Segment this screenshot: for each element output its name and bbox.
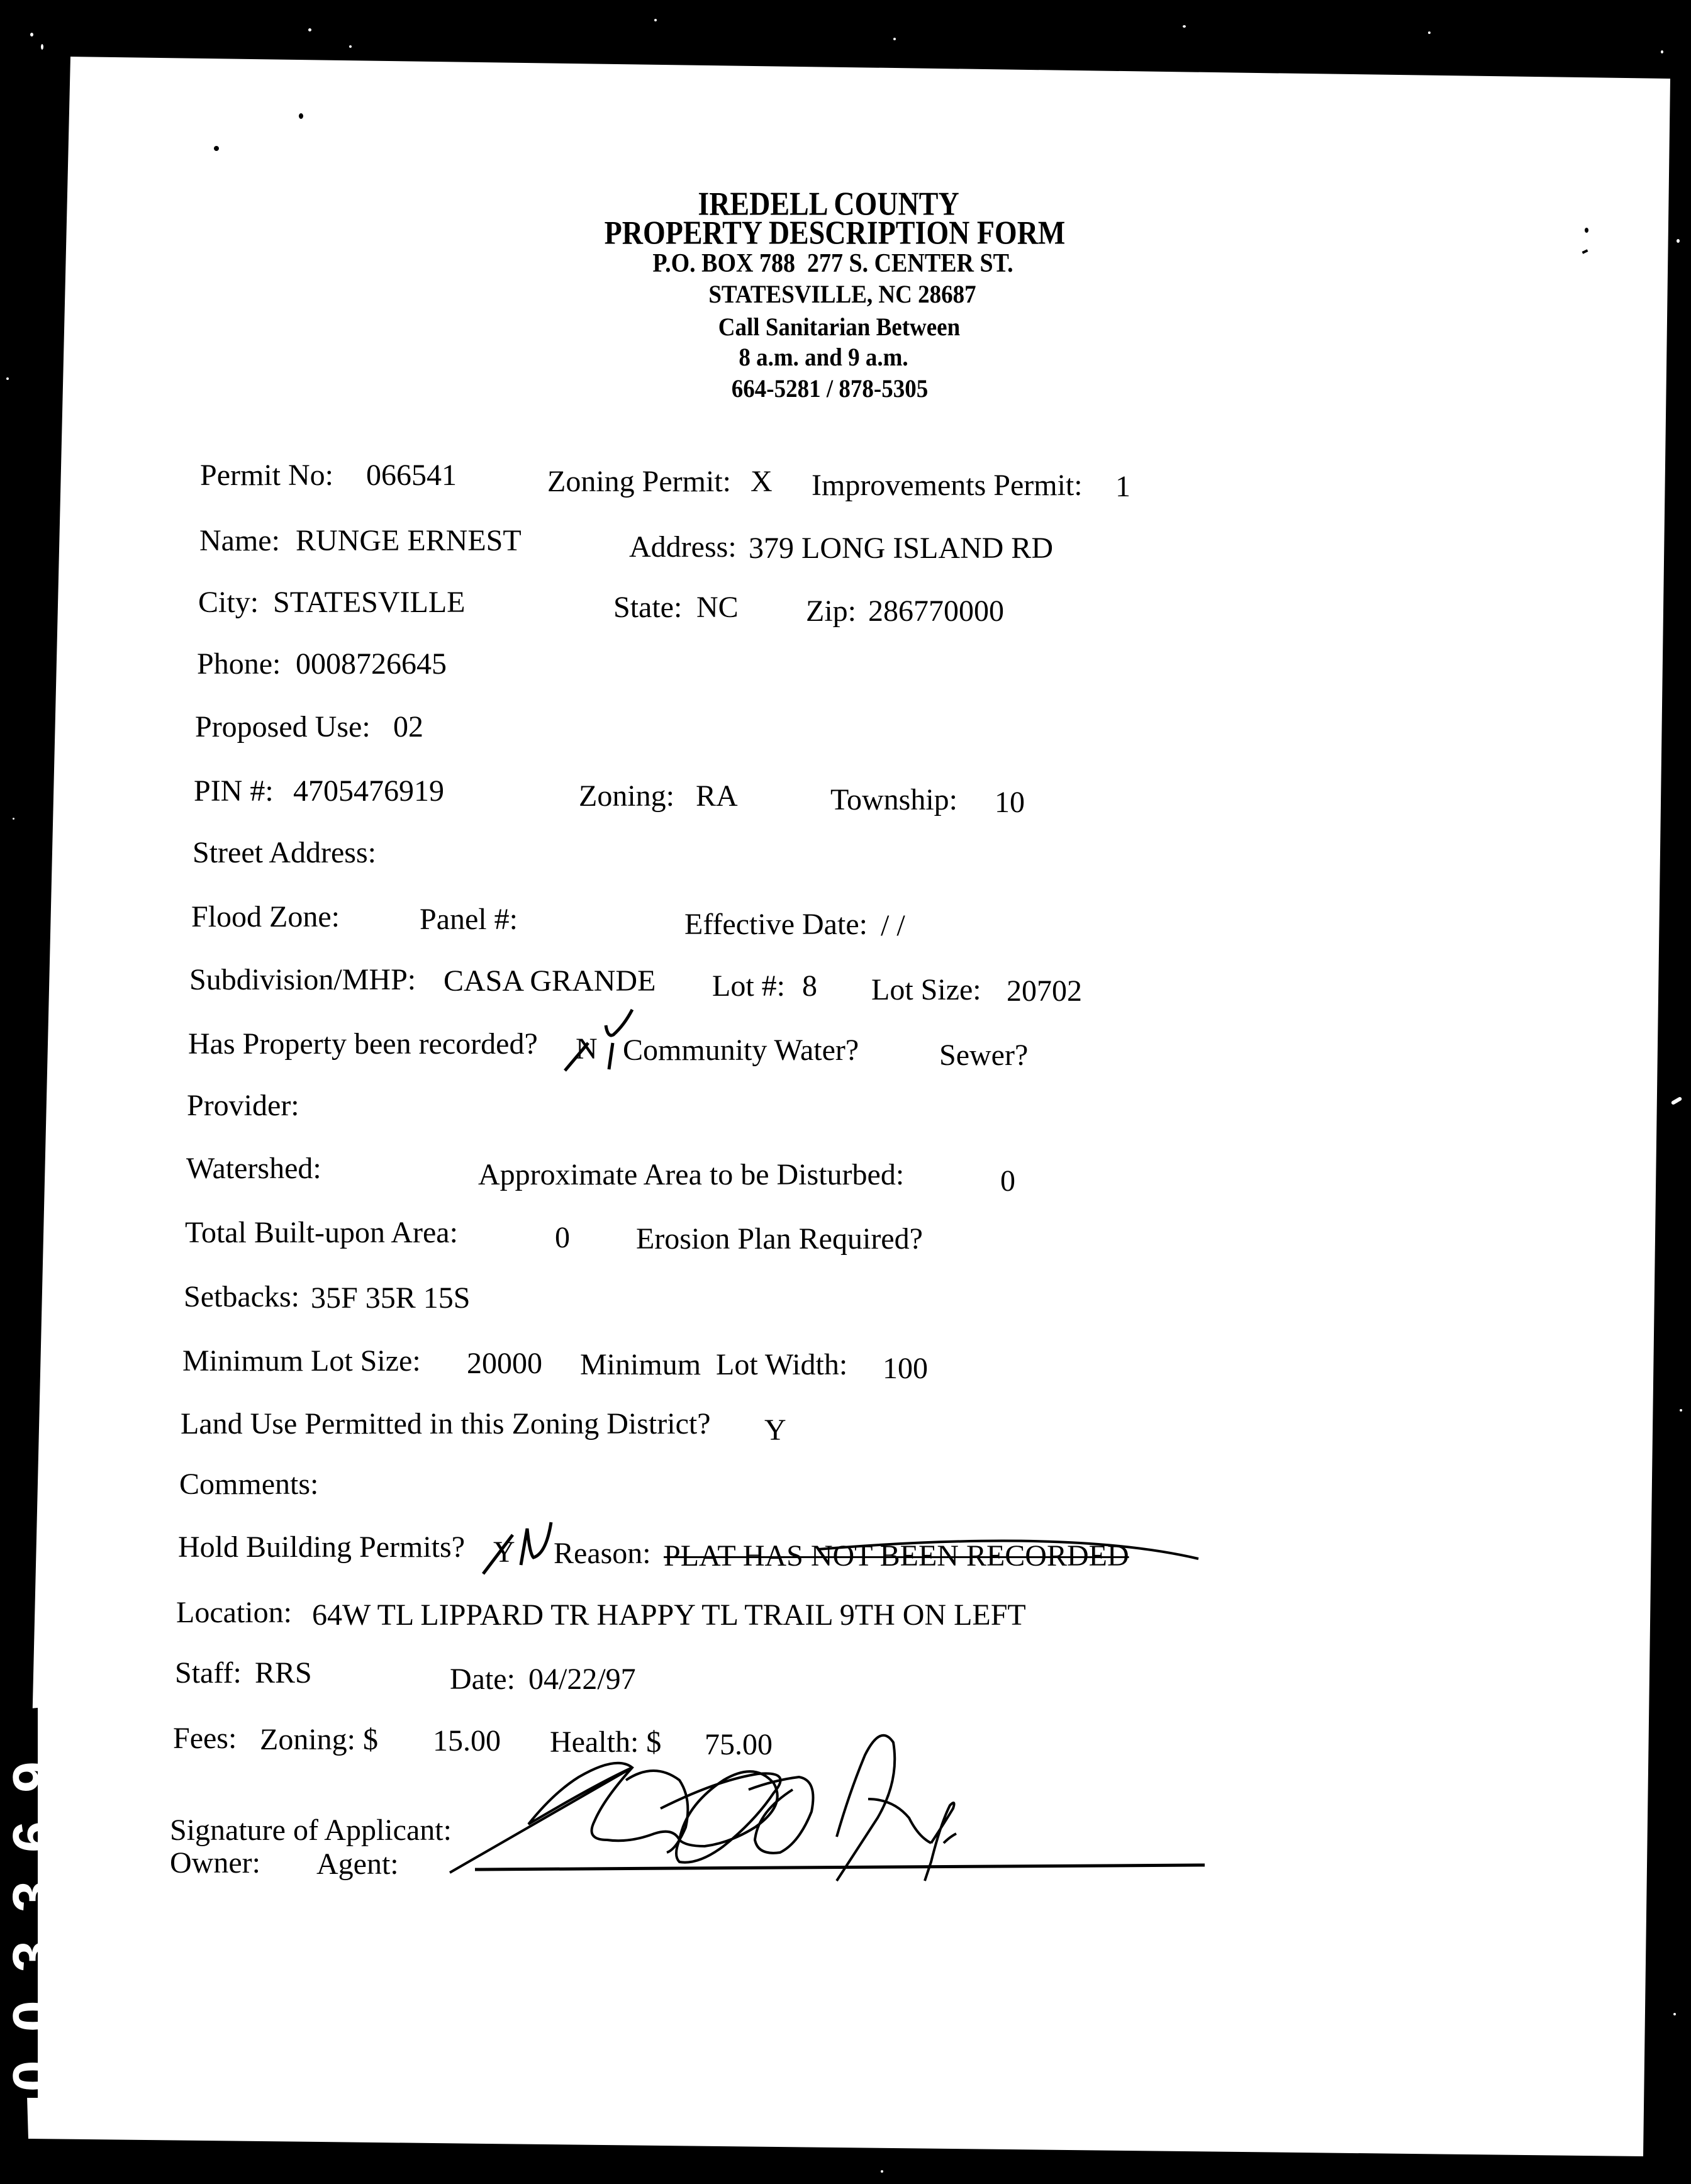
signature-label: Signature of Applicant: <box>170 1814 452 1847</box>
city-value: STATESVILLE <box>273 586 466 619</box>
phone-value: 0008726645 <box>296 647 447 681</box>
health-fee-value: 75.00 <box>705 1728 773 1761</box>
margin-stamp: 0 0 3 3 6 9 <box>2 1755 65 2092</box>
fees-label: Fees: <box>173 1722 237 1755</box>
zoning-fee-label: Zoning: $ <box>260 1723 378 1756</box>
property-recorded-label: Has Property been recorded? <box>188 1027 538 1061</box>
staff-value: RRS <box>255 1656 312 1690</box>
built-upon-area-value: 0 <box>555 1221 570 1254</box>
permit-no-label: Permit No: <box>200 459 333 492</box>
reason-label: Reason: <box>554 1537 651 1570</box>
panel-label: Panel #: <box>420 903 518 936</box>
location-label: Location: <box>176 1596 292 1629</box>
township-label: Township: <box>830 783 957 816</box>
erosion-plan-label: Erosion Plan Required? <box>636 1222 923 1256</box>
sewer-label: Sewer? <box>939 1039 1029 1072</box>
zoning-label: Zoning: <box>579 779 674 813</box>
lot-no-label: Lot #: <box>712 969 785 1003</box>
effective-date-label: Effective Date: <box>684 908 868 941</box>
improvements-permit-value: 1 <box>1115 470 1130 503</box>
health-fee-label: Health: $ <box>550 1725 662 1759</box>
lot-size-label: Lot Size: <box>871 973 981 1006</box>
lot-no-value: 8 <box>802 969 817 1003</box>
header-call-note: Call Sanitarian Between <box>718 313 961 342</box>
applicant-signature <box>450 1736 956 1881</box>
property-recorded-value: N <box>576 1032 598 1066</box>
improvements-permit-label: Improvements Permit: <box>812 469 1083 502</box>
land-use-label: Land Use Permitted in this Zoning District? <box>181 1407 711 1440</box>
name-label: Name: <box>199 524 280 557</box>
signature-line <box>475 1865 1205 1869</box>
lot-size-value: 20702 <box>1007 974 1082 1008</box>
header-address: P.O. BOX 788 277 S. CENTER ST. <box>652 248 1013 278</box>
min-lot-width-value: 100 <box>883 1352 928 1385</box>
reason-strike-arc <box>818 1541 1198 1559</box>
setbacks-label: Setbacks: <box>184 1280 299 1313</box>
name-value: RUNGE ERNEST <box>296 524 522 557</box>
zoning-value: RA <box>696 779 738 813</box>
city-label: City: <box>198 586 259 619</box>
hold-building-permits-value: Y <box>493 1535 515 1569</box>
area-disturbed-value: 0 <box>1000 1164 1015 1198</box>
subdivision-label: Subdivision/MHP: <box>189 963 416 996</box>
built-upon-area-label: Total Built-upon Area: <box>185 1216 458 1249</box>
reason-value: PLAT HAS NOT BEEN RECORDED <box>664 1539 1129 1573</box>
community-water-label: Community Water? <box>623 1034 859 1067</box>
zip-value: 286770000 <box>868 594 1004 628</box>
strike-mark-n <box>565 1043 588 1071</box>
setbacks-value: 35F 35R 15S <box>311 1281 471 1315</box>
township-value: 10 <box>995 786 1025 819</box>
watershed-label: Watershed: <box>186 1152 321 1185</box>
form-title: PROPERTY DESCRIPTION FORM <box>604 214 1066 252</box>
land-use-value: Y <box>764 1413 786 1447</box>
pin-value: 4705476919 <box>293 774 444 808</box>
zoning-permit-label: Zoning Permit: <box>547 465 731 498</box>
strike-mark-y <box>483 1535 513 1574</box>
location-value: 64W TL LIPPARD TR HAPPY TL TRAIL 9TH ON LEFT <box>312 1598 1026 1632</box>
header-phones: 664-5281 / 878-5305 <box>731 374 929 403</box>
subdivision-value: CASA GRANDE <box>444 964 656 998</box>
area-disturbed-label: Approximate Area to be Disturbed: <box>478 1158 905 1191</box>
zip-label: Zip: <box>806 594 856 628</box>
header-hours: 8 a.m. and 9 a.m. <box>739 343 908 372</box>
street-address-label: Street Address: <box>193 836 376 869</box>
provider-label: Provider: <box>187 1089 299 1122</box>
header-city: STATESVILLE, NC 28687 <box>708 280 976 309</box>
phone-label: Phone: <box>197 647 281 681</box>
date-label: Date: <box>450 1663 515 1696</box>
permit-no-value: 066541 <box>366 459 457 492</box>
checkmark-icon <box>606 1010 632 1035</box>
hold-building-permits-label: Hold Building Permits? <box>178 1530 465 1564</box>
handwritten-n <box>521 1522 551 1565</box>
state-value: NC <box>696 591 739 624</box>
min-lot-width-label: Minimum Lot Width: <box>580 1348 848 1381</box>
date-value: 04/22/97 <box>528 1663 636 1696</box>
handwritten-y-stroke <box>609 1043 613 1069</box>
proposed-use-value: 02 <box>393 710 423 744</box>
address-label: Address: <box>629 530 737 564</box>
staff-label: Staff: <box>175 1656 242 1690</box>
min-lot-size-label: Minimum Lot Size: <box>182 1344 421 1378</box>
zoning-permit-value: X <box>751 465 773 498</box>
state-label: State: <box>613 591 683 624</box>
effective-date-value: / / <box>881 909 905 942</box>
agent-label: Agent: <box>316 1847 399 1881</box>
owner-label: Owner: <box>170 1846 260 1880</box>
proposed-use-label: Proposed Use: <box>195 710 371 744</box>
flood-zone-label: Flood Zone: <box>191 900 340 933</box>
comments-label: Comments: <box>179 1468 319 1501</box>
address-value: 379 LONG ISLAND RD <box>749 532 1053 565</box>
min-lot-size-value: 20000 <box>467 1347 542 1380</box>
county-title: IREDELL COUNTY <box>698 185 959 223</box>
pin-label: PIN #: <box>194 774 274 808</box>
zoning-fee-value: 15.00 <box>433 1724 501 1758</box>
